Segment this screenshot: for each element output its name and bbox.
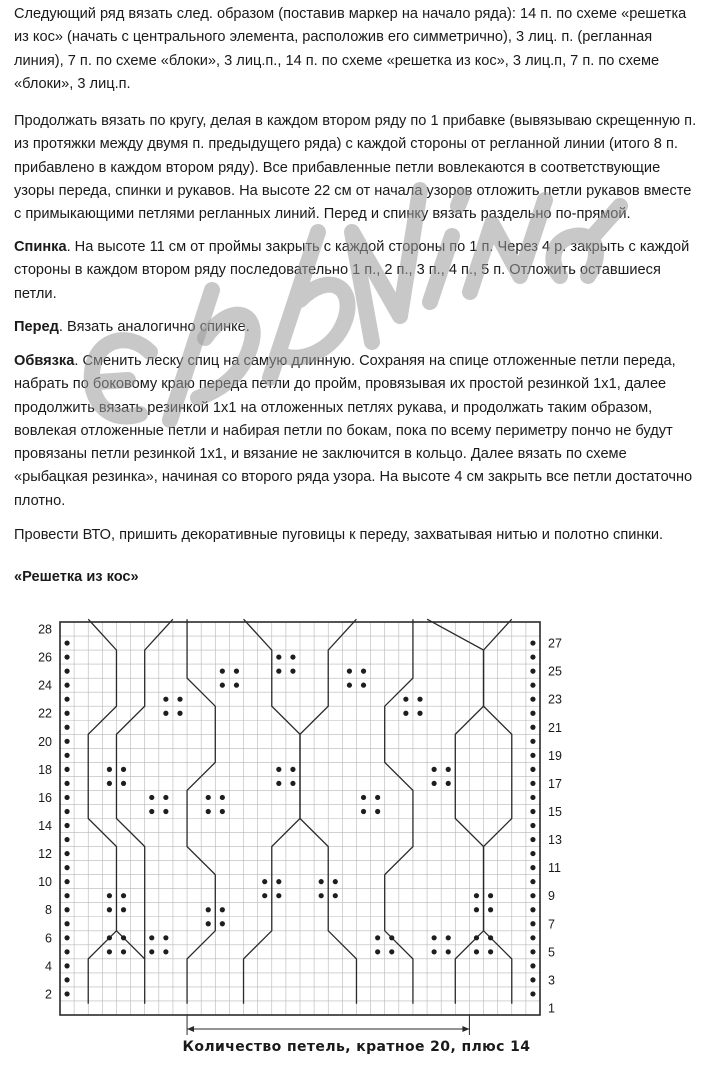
purl-dot <box>163 795 168 800</box>
row-label-left: 2 <box>45 987 52 1002</box>
purl-dot <box>64 893 69 898</box>
purl-dot <box>121 767 126 772</box>
purl-dot <box>64 654 69 659</box>
purl-dot <box>177 697 182 702</box>
row-label-right: 25 <box>548 664 562 679</box>
purl-dot <box>361 795 366 800</box>
repeat-arrowhead-left <box>187 1026 194 1032</box>
row-label-right: 23 <box>548 692 562 707</box>
purl-dot <box>276 893 281 898</box>
row-label-right: 1 <box>548 1001 555 1016</box>
chart-caption: Количество петель, кратное 20, плюс 14 <box>182 1039 531 1055</box>
purl-dot <box>530 935 535 940</box>
purl-dot <box>474 907 479 912</box>
purl-dot <box>403 711 408 716</box>
purl-dot <box>530 907 535 912</box>
purl-dot <box>163 935 168 940</box>
purl-dot <box>530 823 535 828</box>
purl-dot <box>64 767 69 772</box>
purl-dot <box>64 753 69 758</box>
purl-dot <box>319 893 324 898</box>
purl-dot <box>432 767 437 772</box>
paragraph-intro: Следующий ряд вязать след. образом (поставив маркер на начало ряда): 14 п. по схеме «решетка из кос» (начать с центрального элемента, расположив его симметрично), 3 лиц. п. (регланная линия), 7 п. по схеме «блоки», 3 лиц.п., 14 п. по схеме «решетка из кос», 3 лиц.п, 7 п. по схеме «блоки», 3 лиц.п. <box>14 6 687 92</box>
chart-title: «Решетка из кос» <box>14 569 139 585</box>
purl-dot <box>432 949 437 954</box>
purl-dot <box>530 640 535 645</box>
purl-dot <box>220 795 225 800</box>
purl-dot <box>64 683 69 688</box>
purl-dot <box>276 767 281 772</box>
purl-dot <box>121 949 126 954</box>
purl-dot <box>149 935 154 940</box>
purl-dot <box>177 711 182 716</box>
row-label-left: 22 <box>38 706 52 721</box>
purl-dot <box>64 977 69 982</box>
heading-edging: Обвязка <box>14 353 75 369</box>
purl-dot <box>403 697 408 702</box>
purl-dot <box>107 781 112 786</box>
purl-dot <box>290 767 295 772</box>
purl-dot <box>64 851 69 856</box>
purl-dot <box>361 809 366 814</box>
purl-dot <box>64 781 69 786</box>
purl-dot <box>64 809 69 814</box>
purl-dot <box>375 949 380 954</box>
purl-dot <box>163 809 168 814</box>
paragraph-round-knitting: Продолжать вязать по кругу, делая в каждом втором ряду по 1 прибавке (вывязываю скрещенную п. из протяжки между двумя п. предыдущего ряда) с каждой стороны от регланной линии (итого 8 п. прибавлено в каждом втором ряду). Все прибавленные петли вовлекаются в соответствующие узоры переда, спинки и рукавов. На высоте 22 см от начала узоров отложить петли рукавов вместе с примыкающими петлями регланных линий. Перед и спинку вязать раздельно по-прямой. <box>14 113 697 223</box>
purl-dot <box>276 879 281 884</box>
purl-dot <box>220 669 225 674</box>
row-label-right: 17 <box>548 776 562 791</box>
purl-dot <box>474 949 479 954</box>
purl-dot <box>474 893 479 898</box>
purl-dot <box>530 851 535 856</box>
purl-dot <box>290 669 295 674</box>
row-label-right: 5 <box>548 945 555 960</box>
purl-dot <box>530 837 535 842</box>
purl-dot <box>488 893 493 898</box>
purl-dot <box>530 697 535 702</box>
row-label-left: 20 <box>38 734 52 749</box>
purl-dot <box>163 711 168 716</box>
purl-dot <box>488 907 493 912</box>
row-label-right: 9 <box>548 889 555 904</box>
purl-dot <box>488 949 493 954</box>
row-label-right: 21 <box>548 720 562 735</box>
purl-dot <box>530 977 535 982</box>
purl-dot <box>121 907 126 912</box>
purl-dot <box>530 683 535 688</box>
purl-dot <box>262 879 267 884</box>
row-label-right: 11 <box>548 861 561 876</box>
purl-dot <box>64 669 69 674</box>
row-label-left: 28 <box>38 622 52 637</box>
purl-dot <box>107 767 112 772</box>
purl-dot <box>64 991 69 996</box>
purl-dot <box>64 697 69 702</box>
repeat-arrowhead-right <box>462 1026 469 1032</box>
row-label-left: 10 <box>38 875 52 890</box>
purl-dot <box>530 654 535 659</box>
purl-dot <box>290 654 295 659</box>
row-label-left: 12 <box>38 847 52 862</box>
row-label-left: 4 <box>45 959 52 974</box>
purl-dot <box>290 781 295 786</box>
purl-dot <box>530 739 535 744</box>
purl-dot <box>121 893 126 898</box>
purl-dot <box>361 683 366 688</box>
paragraph-finishing: Провести ВТО, пришить декоративные пуговицы к переду, захватывая нитью и полотно спинки. <box>14 527 664 543</box>
purl-dot <box>220 921 225 926</box>
purl-dot <box>530 781 535 786</box>
row-label-right: 3 <box>548 973 555 988</box>
purl-dot <box>333 879 338 884</box>
purl-dot <box>530 753 535 758</box>
purl-dot <box>530 725 535 730</box>
purl-dot <box>319 879 324 884</box>
purl-dot <box>530 809 535 814</box>
text-edging: . Сменить леску спиц на самую длинную. Сохраняя на спице отложенные петли переда, набрать по боковому краю переда петли до пройм, провязывая их простой резинкой 1х1, далее продолжить вязать резинкой 1х1 на отложенных петлях рукава, и продолжать таким образом, вовлекая отложенные петли и набирая петли по бокам, пока по всему периметру пончо не будут провязаны петли резинкой 1х1, и вязание не заключится в кольцо. Далее вязать по схеме «рыбацкая резинка», начиная со второго ряда узора. На высоте 4 см закрыть все петли достаточно плотно. <box>14 353 693 509</box>
purl-dot <box>262 893 267 898</box>
purl-dot <box>347 669 352 674</box>
purl-dot <box>121 935 126 940</box>
purl-dot <box>107 907 112 912</box>
purl-dot <box>64 725 69 730</box>
purl-dot <box>64 823 69 828</box>
purl-dot <box>206 809 211 814</box>
purl-dot <box>149 795 154 800</box>
purl-dot <box>220 907 225 912</box>
purl-dot <box>446 781 451 786</box>
purl-dot <box>64 879 69 884</box>
purl-dot <box>389 935 394 940</box>
purl-dot <box>432 935 437 940</box>
row-label-left: 14 <box>38 819 52 834</box>
purl-dot <box>530 669 535 674</box>
purl-dot <box>375 809 380 814</box>
purl-dot <box>375 935 380 940</box>
purl-dot <box>206 907 211 912</box>
row-label-right: 19 <box>548 748 562 763</box>
purl-dot <box>276 654 281 659</box>
purl-dot <box>64 640 69 645</box>
purl-dot <box>163 949 168 954</box>
purl-dot <box>64 963 69 968</box>
purl-dot <box>530 949 535 954</box>
purl-dot <box>107 935 112 940</box>
purl-dot <box>64 907 69 912</box>
purl-dot <box>64 795 69 800</box>
purl-dot <box>149 949 154 954</box>
purl-dot <box>64 921 69 926</box>
row-label-right: 13 <box>548 833 562 848</box>
purl-dot <box>220 809 225 814</box>
purl-dot <box>446 767 451 772</box>
purl-dot <box>64 949 69 954</box>
purl-dot <box>446 949 451 954</box>
purl-dot <box>220 683 225 688</box>
purl-dot <box>64 739 69 744</box>
text-back: . На высоте 11 см от проймы закрыть с каждой стороны по 1 п. Через 4 р. закрыть с каждой стороны в каждом втором ряду последовательно 1 п., 2 п., 3 п., 4 п., 5 п. Отложить оставшиеся петли. <box>14 239 690 302</box>
row-label-right: 15 <box>548 804 562 819</box>
purl-dot <box>530 795 535 800</box>
row-label-left: 8 <box>45 903 52 918</box>
purl-dot <box>64 837 69 842</box>
purl-dot <box>432 781 437 786</box>
purl-dot <box>417 697 422 702</box>
purl-dot <box>446 935 451 940</box>
purl-dot <box>361 669 366 674</box>
row-label-right: 27 <box>548 636 562 651</box>
purl-dot <box>530 921 535 926</box>
purl-dot <box>389 949 394 954</box>
purl-dot <box>163 697 168 702</box>
purl-dot <box>530 879 535 884</box>
purl-dot <box>530 963 535 968</box>
purl-dot <box>276 669 281 674</box>
row-label-left: 26 <box>38 650 52 665</box>
purl-dot <box>121 781 126 786</box>
purl-dot <box>64 865 69 870</box>
purl-dot <box>347 683 352 688</box>
purl-dot <box>206 921 211 926</box>
row-label-left: 24 <box>38 678 52 693</box>
purl-dot <box>530 767 535 772</box>
purl-dot <box>234 683 239 688</box>
purl-dot <box>107 949 112 954</box>
row-label-left: 6 <box>45 931 52 946</box>
purl-dot <box>474 935 479 940</box>
heading-back: Спинка <box>14 239 67 255</box>
row-label-left: 18 <box>38 762 52 777</box>
purl-dot <box>149 809 154 814</box>
row-label-left: 16 <box>38 790 52 805</box>
purl-dot <box>276 781 281 786</box>
purl-dot <box>488 935 493 940</box>
purl-dot <box>64 935 69 940</box>
row-label-right: 7 <box>548 917 555 932</box>
purl-dot <box>530 991 535 996</box>
purl-dot <box>375 795 380 800</box>
purl-dot <box>333 893 338 898</box>
purl-dot <box>530 865 535 870</box>
purl-dot <box>107 893 112 898</box>
text-front: . Вязать аналогично спинке. <box>58 319 250 335</box>
purl-dot <box>417 711 422 716</box>
purl-dot <box>530 893 535 898</box>
heading-front: Перед <box>14 319 59 335</box>
purl-dot <box>234 669 239 674</box>
purl-dot <box>530 711 535 716</box>
purl-dot <box>206 795 211 800</box>
purl-dot <box>64 711 69 716</box>
